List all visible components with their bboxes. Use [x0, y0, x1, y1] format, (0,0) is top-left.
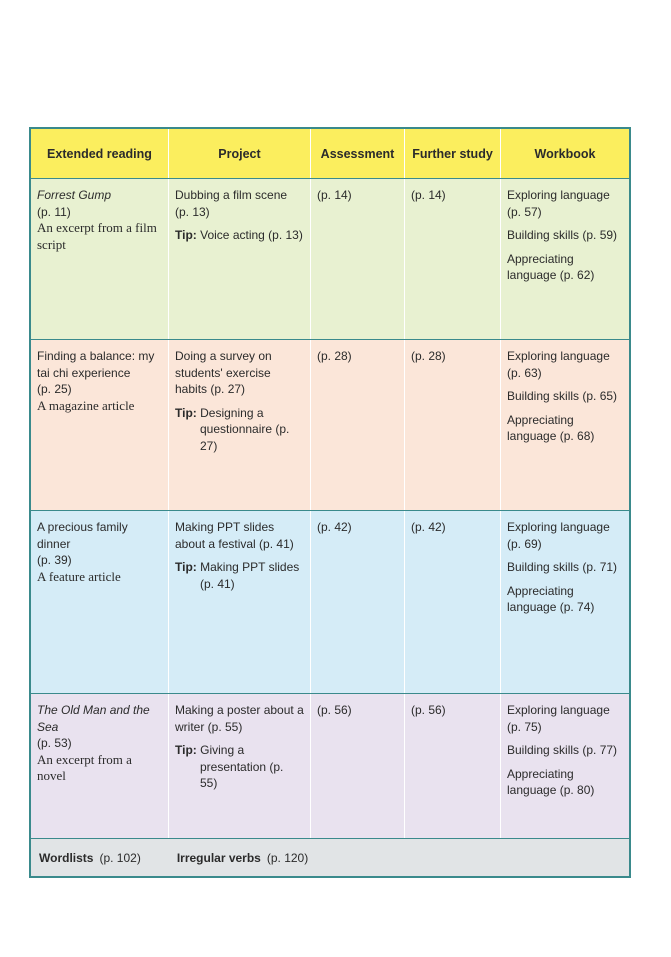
- workbook-item: Exploring language (p. 57): [507, 188, 610, 219]
- reading-type: A magazine article: [37, 397, 135, 413]
- project-text: Making PPT slides about a festival (p. 41): [175, 520, 294, 551]
- tip-label: Tip:: [175, 228, 197, 242]
- project-text: Doing a survey on students' exercise habits (p. 27): [175, 349, 272, 396]
- workbook-cell: [501, 511, 629, 693]
- reading-page: (p. 53): [37, 736, 72, 750]
- workbook-item: Building skills (p. 59): [507, 228, 618, 242]
- tip-label: Tip:: [175, 560, 197, 574]
- assessment-cell: (p. 56): [311, 694, 405, 838]
- workbook-item: Appreciating language (p. 74): [507, 583, 595, 614]
- project-tip: [175, 742, 304, 792]
- tip-text-continued: (p. 41): [200, 576, 235, 591]
- extended-reading-cell: [31, 179, 169, 339]
- further-study-cell: (p. 42): [405, 511, 501, 693]
- tip-text-continued: questionnaire (p. 27): [200, 422, 290, 453]
- workbook-item: Building skills (p. 65): [507, 389, 618, 403]
- extended-reading-cell: [31, 511, 169, 693]
- project-tip: [175, 405, 304, 455]
- contents-table: [29, 127, 631, 878]
- workbook-item: Exploring language (p. 63): [507, 349, 610, 380]
- workbook-item: Exploring language (p. 69): [507, 520, 610, 551]
- tip-text: Making PPT slides: [200, 560, 300, 574]
- further-study-cell: (p. 28): [405, 340, 501, 510]
- further-study-cell: (p. 56): [405, 694, 501, 838]
- workbook-item: Exploring language (p. 75): [507, 703, 610, 734]
- workbook-cell: [501, 179, 629, 339]
- header-workbook: Workbook: [534, 147, 596, 161]
- project-text: Making a poster about a writer (p. 55): [175, 703, 304, 734]
- tip-text: Giving a: [200, 743, 245, 757]
- header-assessment: Assessment: [311, 129, 405, 178]
- project-tip: [175, 227, 304, 244]
- workbook-cell: [501, 694, 629, 838]
- project-cell: [169, 179, 311, 339]
- reading-title: The Old Man and the Sea: [37, 703, 150, 734]
- table-row: [31, 340, 629, 511]
- header-project: Project: [169, 129, 311, 178]
- project-cell: [169, 340, 311, 510]
- workbook-item: Appreciating language (p. 68): [507, 412, 595, 443]
- project-text: Dubbing a film scene (p. 13): [175, 188, 288, 219]
- irregular-verbs-page: (p. 120): [266, 850, 309, 865]
- workbook-item: Building skills (p. 77): [507, 743, 618, 757]
- reading-type: A feature article: [37, 568, 121, 584]
- workbook-item: Building skills (p. 71): [507, 560, 618, 574]
- reading-title: A precious family dinner: [37, 520, 128, 551]
- workbook-item: Appreciating language (p. 80): [507, 766, 595, 797]
- header-further-study: Further study: [405, 129, 501, 178]
- tip-text-continued: presentation (p. 55): [200, 759, 284, 790]
- reading-title: Finding a balance: my tai chi experience: [37, 349, 155, 380]
- table-footer-row: [31, 839, 629, 876]
- tip-text: Designing a: [200, 405, 264, 420]
- workbook-cell: [501, 340, 629, 510]
- tip-label: Tip:: [175, 405, 197, 420]
- wordlists-label: Wordlists: [39, 850, 94, 865]
- header-extended-reading: Extended reading: [31, 129, 169, 178]
- project-cell: [169, 511, 311, 693]
- extended-reading-cell: [31, 340, 169, 510]
- table-header-row: [31, 129, 629, 179]
- reading-page: (p. 25): [37, 382, 72, 396]
- tip-text: Voice acting (p. 13): [200, 228, 303, 242]
- table-row: [31, 694, 629, 839]
- table-row: [31, 179, 629, 340]
- reading-title: Forrest Gump: [37, 188, 112, 202]
- assessment-cell: (p. 28): [311, 340, 405, 510]
- reading-page: (p. 11): [37, 204, 71, 219]
- irregular-verbs-label: Irregular verbs: [176, 850, 261, 865]
- table-row: [31, 511, 629, 694]
- workbook-item: Appreciating language (p. 62): [507, 251, 595, 282]
- tip-label: Tip:: [175, 743, 197, 757]
- further-study-cell: (p. 14): [405, 179, 501, 339]
- extended-reading-cell: [31, 694, 169, 838]
- reading-type: An excerpt from a film script: [37, 220, 157, 252]
- wordlists-page: (p. 102): [99, 850, 141, 865]
- assessment-cell: (p. 42): [311, 511, 405, 693]
- project-cell: [169, 694, 311, 838]
- reading-page: (p. 39): [37, 553, 72, 567]
- assessment-cell: (p. 14): [311, 179, 405, 339]
- project-tip: [175, 559, 304, 592]
- reading-type: An excerpt from a novel: [37, 751, 132, 783]
